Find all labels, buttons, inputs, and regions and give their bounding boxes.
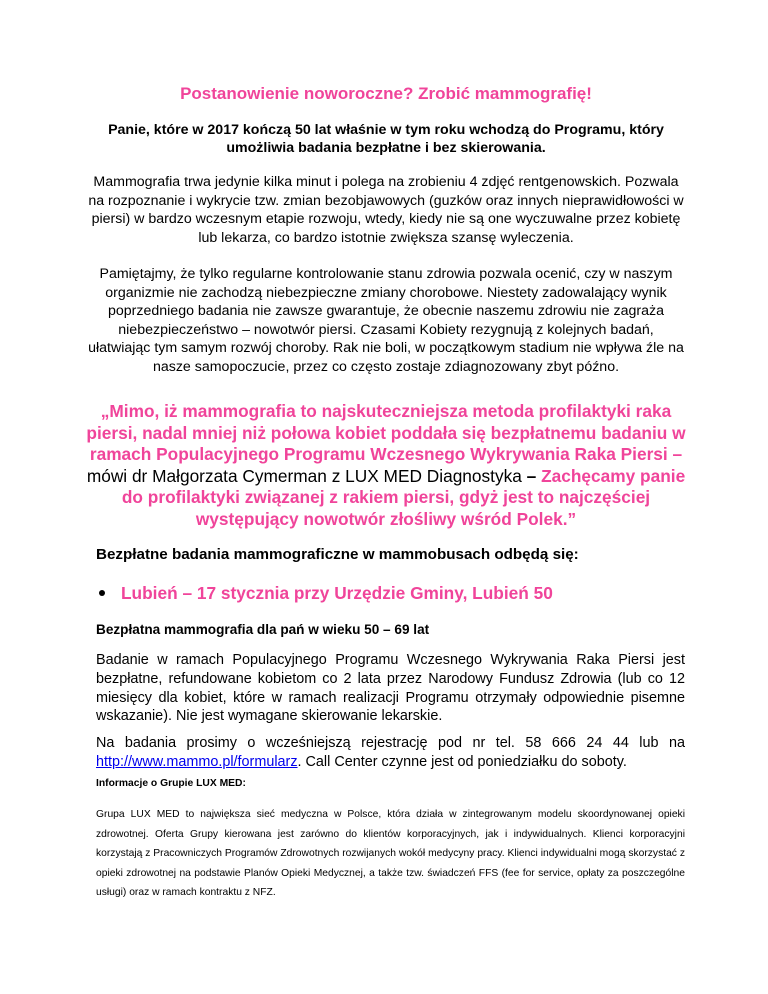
events-heading: Bezpłatne badania mammograficzne w mammobusach odbędą się: [96,546,579,563]
company-info-heading: Informacje o Grupie LUX MED: [96,778,246,789]
paragraph-program-details: Badanie w ramach Populacyjnego Programu Wczesnego Wykrywania Raka Piersi jest bezpłatne, refundowane kobietom co 2 lata przez Narodowy Fundusz Zdrowia (lub co 12 miesięcy dla kobiet, które w ramach realizacji Programu otrzymały odpowiednie pisemne wskazanie). Nie jest wymagane skierowanie lekarskie. [96,652,685,725]
event-list [96,582,553,604]
event-item [96,582,553,604]
lead-paragraph: Panie, które w 2017 kończą 50 lat właśnie w tym roku wchodzą do Programu, który umożliwia badania bezpłatne i bez skierowania. [108,122,664,156]
expert-quote [86,401,686,531]
paragraph-mammography-info: Mammografia trwa jedynie kilka minut i polega na zrobieniu 4 zdjęć rentgenowskich. Pozwala na rozpoznanie i wykrycie tzw. zmian bezobjawowych (guzków oraz innych nieprawidłowości w piersi) w bardzo wczesnym etapie rozwoju, wtedy, kiedy nie są one wyczuwalne przez kobietę lub lekarza, co bardzo istotnie zwiększa szansę wyleczenia. [88,174,684,246]
quote-dash: – [526,465,537,486]
bullet-icon [99,590,105,596]
registration-form-link[interactable]: http://www.mammo.pl/formularz [96,753,298,770]
quote-attribution: mówi dr Małgorzata Cymerman z LUX MED Diagnostyka [86,465,527,486]
page-title: Postanowienie noworoczne? Zrobić mammografię! [180,84,592,103]
paragraph-company-info: Grupa LUX MED to największa sieć medyczna w Polsce, która działa w zintegrowanym modelu skoordynowanej opieki zdrowotnej. Oferta Grupy kierowana jest zarówno do klientów korporacyjnych, jak i indywidualnych. Klienci korporacyjni korzystają z Pracowniczych Programów Zdrowotnych rozwijanych wokół medycyny pracy. Klienci indywidualni mogą skorzystać z opieki zdrowotnej na podstawie Planów Opieki Medycznej, a także tzw. świadczeń FFS (fee for service, opłaty za poszczególne usługi) oraz w ramach kontraktu z NFZ. [96,809,685,898]
event-text: Lubień – 17 stycznia przy Urzędzie Gminy, Lubień 50 [121,583,553,603]
age-range-heading: Bezpłatna mammografia dla pań w wieku 50 – 69 lat [96,622,430,637]
call-center-text: . Call Center czynne jest od poniedziałku do soboty. [297,753,627,770]
registration-text: Na badania prosimy o wcześniejszą rejestrację pod nr tel. 58 666 24 44 lub na [96,735,685,751]
paragraph-regular-checkups: Pamiętajmy, że tylko regularne kontrolowanie stanu zdrowia pozwala ocenić, czy w naszym organizmie nie zachodzą niebezpieczne zmiany chorobowe. Niestety zadowalający wynik poprzedniego badania nie zawsze gwarantuje, że obecnie naszemu zdrowiu nie zagraża niebezpieczeństwo – nowotwór piersi. Czasami Kobiety rezygnują z kolejnych badań, ułatwiając tym samym rozwój choroby. Rak nie boli, w początkowym stadium nie wpływa źle na nasze samopoczucie, przez co często zostaje zdiagnozowany zbyt późno. [88,266,684,375]
quote-part-two: Zachęcamy panie do profilaktyki związanej z rakiem piersi, gdyż jest to najczęściej występujący nowotwór złośliwy wśród Polek.” [121,465,686,529]
quote-part-one: „Mimo, iż mammografia to najskuteczniejsza metoda profilaktyki raka piersi, nadal mniej niż połowa kobiet poddała się bezpłatnemu badaniu w ramach Populacyjnego Programu Wczesnego Wykrywania Raka Piersi – [86,401,686,465]
paragraph-registration [96,734,685,772]
